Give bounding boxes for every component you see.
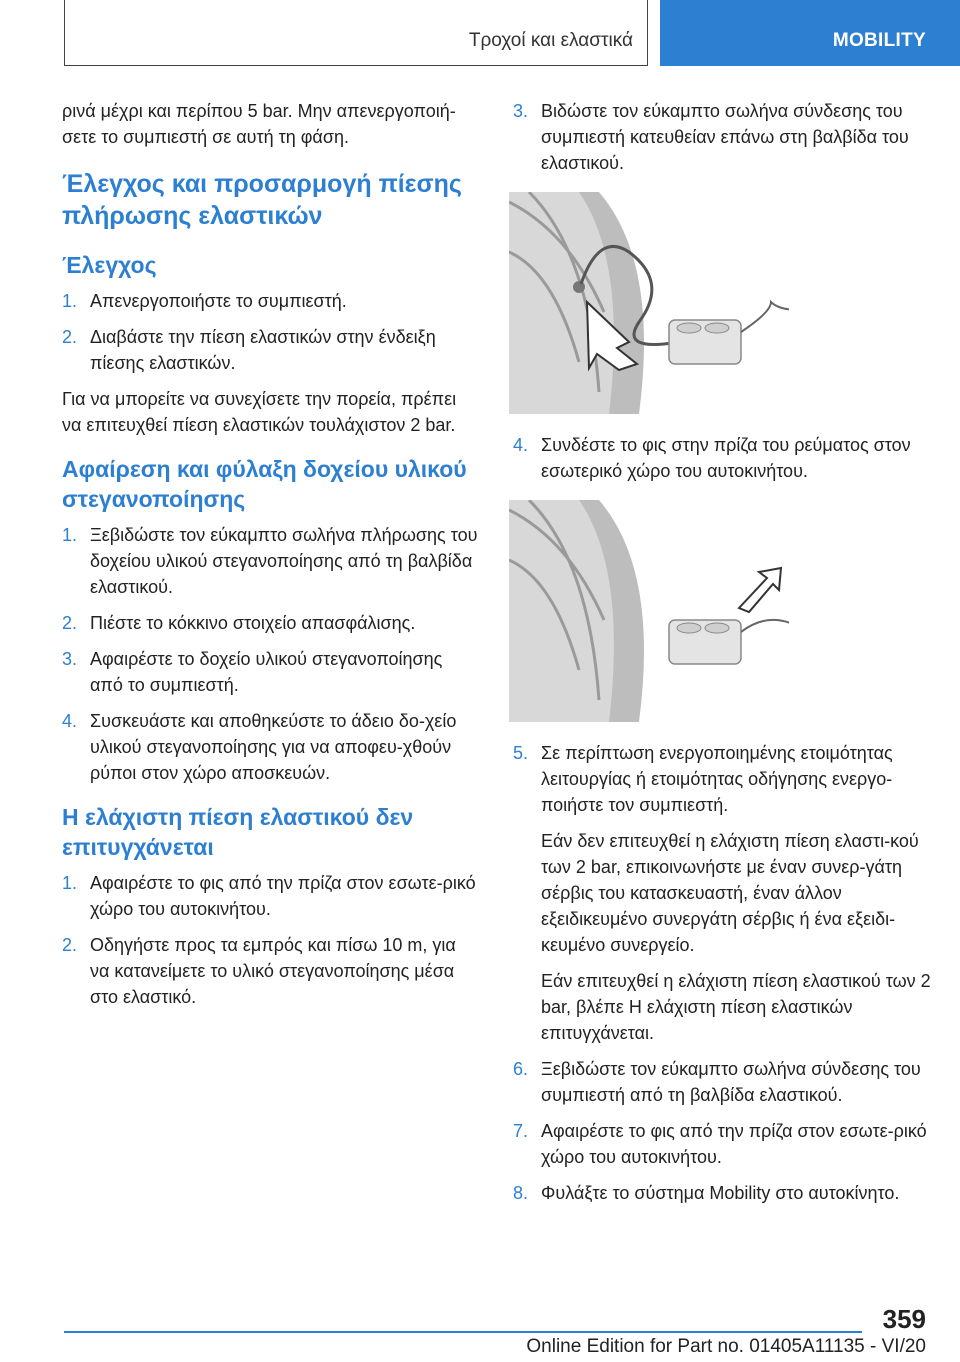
remove-step-2 xyxy=(62,610,480,636)
step-text: Σε περίπτωση ενεργοποιημένης ετοιμότητας λειτουργίας ή ετοιμότητας οδήγησης ενεργο‐ποιήστε τον συμπιεστή. xyxy=(541,743,893,815)
min-step-1 xyxy=(62,870,480,922)
step-text: Οδηγήστε προς τα εμπρός και πίσω 10 m, για να κατανείμετε το υλικό στεγανοποίησης μέσα στο ελαστικό. xyxy=(90,935,456,1007)
step-7 xyxy=(513,1118,933,1170)
remove-step-4 xyxy=(62,708,480,786)
footer-divider xyxy=(64,1331,862,1333)
step-3 xyxy=(513,98,933,176)
step-5-note-2: Εάν επιτευχθεί η ελάχιστη πίεση ελαστικού των 2 bar, βλέπε Η ελάχιστη πίεση ελαστικών επιτυγχάνεται. xyxy=(541,971,931,1043)
right-column xyxy=(513,98,933,1216)
step-text: Βιδώστε τον εύκαμπτο σωλήνα σύνδεσης του συμπιεστή κατευθείαν επάνω στη βαλβίδα του ελαστικού. xyxy=(541,101,909,173)
step-number: 4. xyxy=(513,435,529,455)
step-number: 2. xyxy=(62,935,78,955)
header-section-box xyxy=(64,0,648,66)
check-step-2 xyxy=(62,324,480,376)
step-text: Συσκευάστε και αποθηκεύστε το άδειο δο‐χείο υλικού στεγανοποίησης για να αποφευ‐χθούν ρύποι στον χώρο αποσκευών. xyxy=(90,711,457,783)
check-step-1 xyxy=(62,288,480,314)
step-text: Αφαιρέστε το δοχείο υλικού στεγανοποίησης από το συμπιεστή. xyxy=(90,649,443,695)
step-number: 1. xyxy=(62,525,78,545)
step-text: Ξεβιδώστε τον εύκαμπτο σωλήνα σύνδεσης του συμπιεστή από τη βαλβίδα ελαστικού. xyxy=(541,1059,921,1105)
heading-remove-container: Αφαίρεση και φύλαξη δοχείου υλικού στεγανοποίησης xyxy=(62,456,467,512)
step-text: Φυλάξτε το σύστημα Mobility στο αυτοκίνητο. xyxy=(541,1183,900,1203)
step-number: 4. xyxy=(62,711,78,731)
edition-info: Online Edition for Part no. 01405A11135 - VI/20 xyxy=(526,1336,926,1357)
step-number: 8. xyxy=(513,1183,529,1203)
step-8 xyxy=(513,1180,933,1206)
min-step-2 xyxy=(62,932,480,1010)
left-column xyxy=(62,98,480,1020)
step-number: 3. xyxy=(513,101,529,121)
page-number: 359 xyxy=(882,1304,926,1334)
figure-hose-on-valve xyxy=(509,192,789,414)
step-5 xyxy=(513,740,933,1046)
step-text: Αφαιρέστε το φις από την πρίζα στον εσωτε‐ρικό χώρο του αυτοκινήτου. xyxy=(90,873,476,919)
step-number: 1. xyxy=(62,291,78,311)
step-number: 2. xyxy=(62,327,78,347)
step-number: 6. xyxy=(513,1059,529,1079)
step-number: 5. xyxy=(513,743,529,763)
step-text: Συνδέστε το φις στην πρίζα του ρεύματος στον εσωτερικό χώρο του αυτοκινήτου. xyxy=(541,435,911,481)
step-number: 2. xyxy=(62,613,78,633)
step-text: Διαβάστε την πίεση ελαστικών στην ένδειξη πίεσης ελαστικών. xyxy=(90,327,436,373)
step-text: Πιέστε το κόκκινο στοιχείο απασφάλισης. xyxy=(90,613,416,633)
step-4 xyxy=(513,432,933,484)
step-number: 7. xyxy=(513,1121,529,1141)
step-5-note-1: Εάν δεν επιτευχθεί η ελάχιστη πίεση ελαστι‐κού των 2 bar, επικοινωνήστε με έναν συνερ‐γάτη σέρβις του κατασκευαστή, έναν άλλον εξειδικευμένο συνεργάτη σέρβις ή ένα εξειδι‐κευμένο συνεργείο. xyxy=(541,831,919,955)
step-text: Απενεργοποιήστε το συμπιεστή. xyxy=(90,291,347,311)
section-title: Τροχοί και ελαστικά xyxy=(468,30,633,51)
step-text: Ξεβιδώστε τον εύκαμπτο σωλήνα πλήρωσης του δοχείου υλικού στεγανοποίησης από τη βαλβίδα ελαστικού. xyxy=(90,525,478,597)
heading-min-pressure-not-reached: Η ελάχιστη πίεση ελαστικού δεν επιτυγχάνεται xyxy=(62,804,414,860)
figure-plug-in-socket xyxy=(509,500,789,722)
step-6 xyxy=(513,1056,933,1108)
remove-step-1 xyxy=(62,522,480,600)
hose-valve-illustration xyxy=(509,192,789,414)
plug-socket-illustration xyxy=(509,500,789,722)
heading-check: Έλεγχος xyxy=(62,252,157,278)
step-number: 1. xyxy=(62,873,78,893)
step-text: Αφαιρέστε το φις από την πρίζα στον εσωτε‐ρικό χώρο του αυτοκινήτου. xyxy=(541,1121,927,1167)
remove-step-3 xyxy=(62,646,480,698)
mobility-tab[interactable] xyxy=(660,0,960,66)
check-note: Για να μπορείτε να συνεχίσετε την πορεία, πρέπει να επιτευχθεί πίεση ελαστικών τουλάχιστον 2 bar. xyxy=(62,389,457,435)
intro-paragraph: ρινά μέχρι και περίπου 5 bar. Μην απενεργοποιή‐σετε το συμπιεστή σε αυτή τη φάση. xyxy=(62,101,456,147)
mobility-tab-label: MOBILITY xyxy=(832,30,926,51)
heading-check-adjust: Έλεγχος και προσαρμογή πίεσης πλήρωσης ελαστικών xyxy=(62,170,462,230)
step-number: 3. xyxy=(62,649,78,669)
